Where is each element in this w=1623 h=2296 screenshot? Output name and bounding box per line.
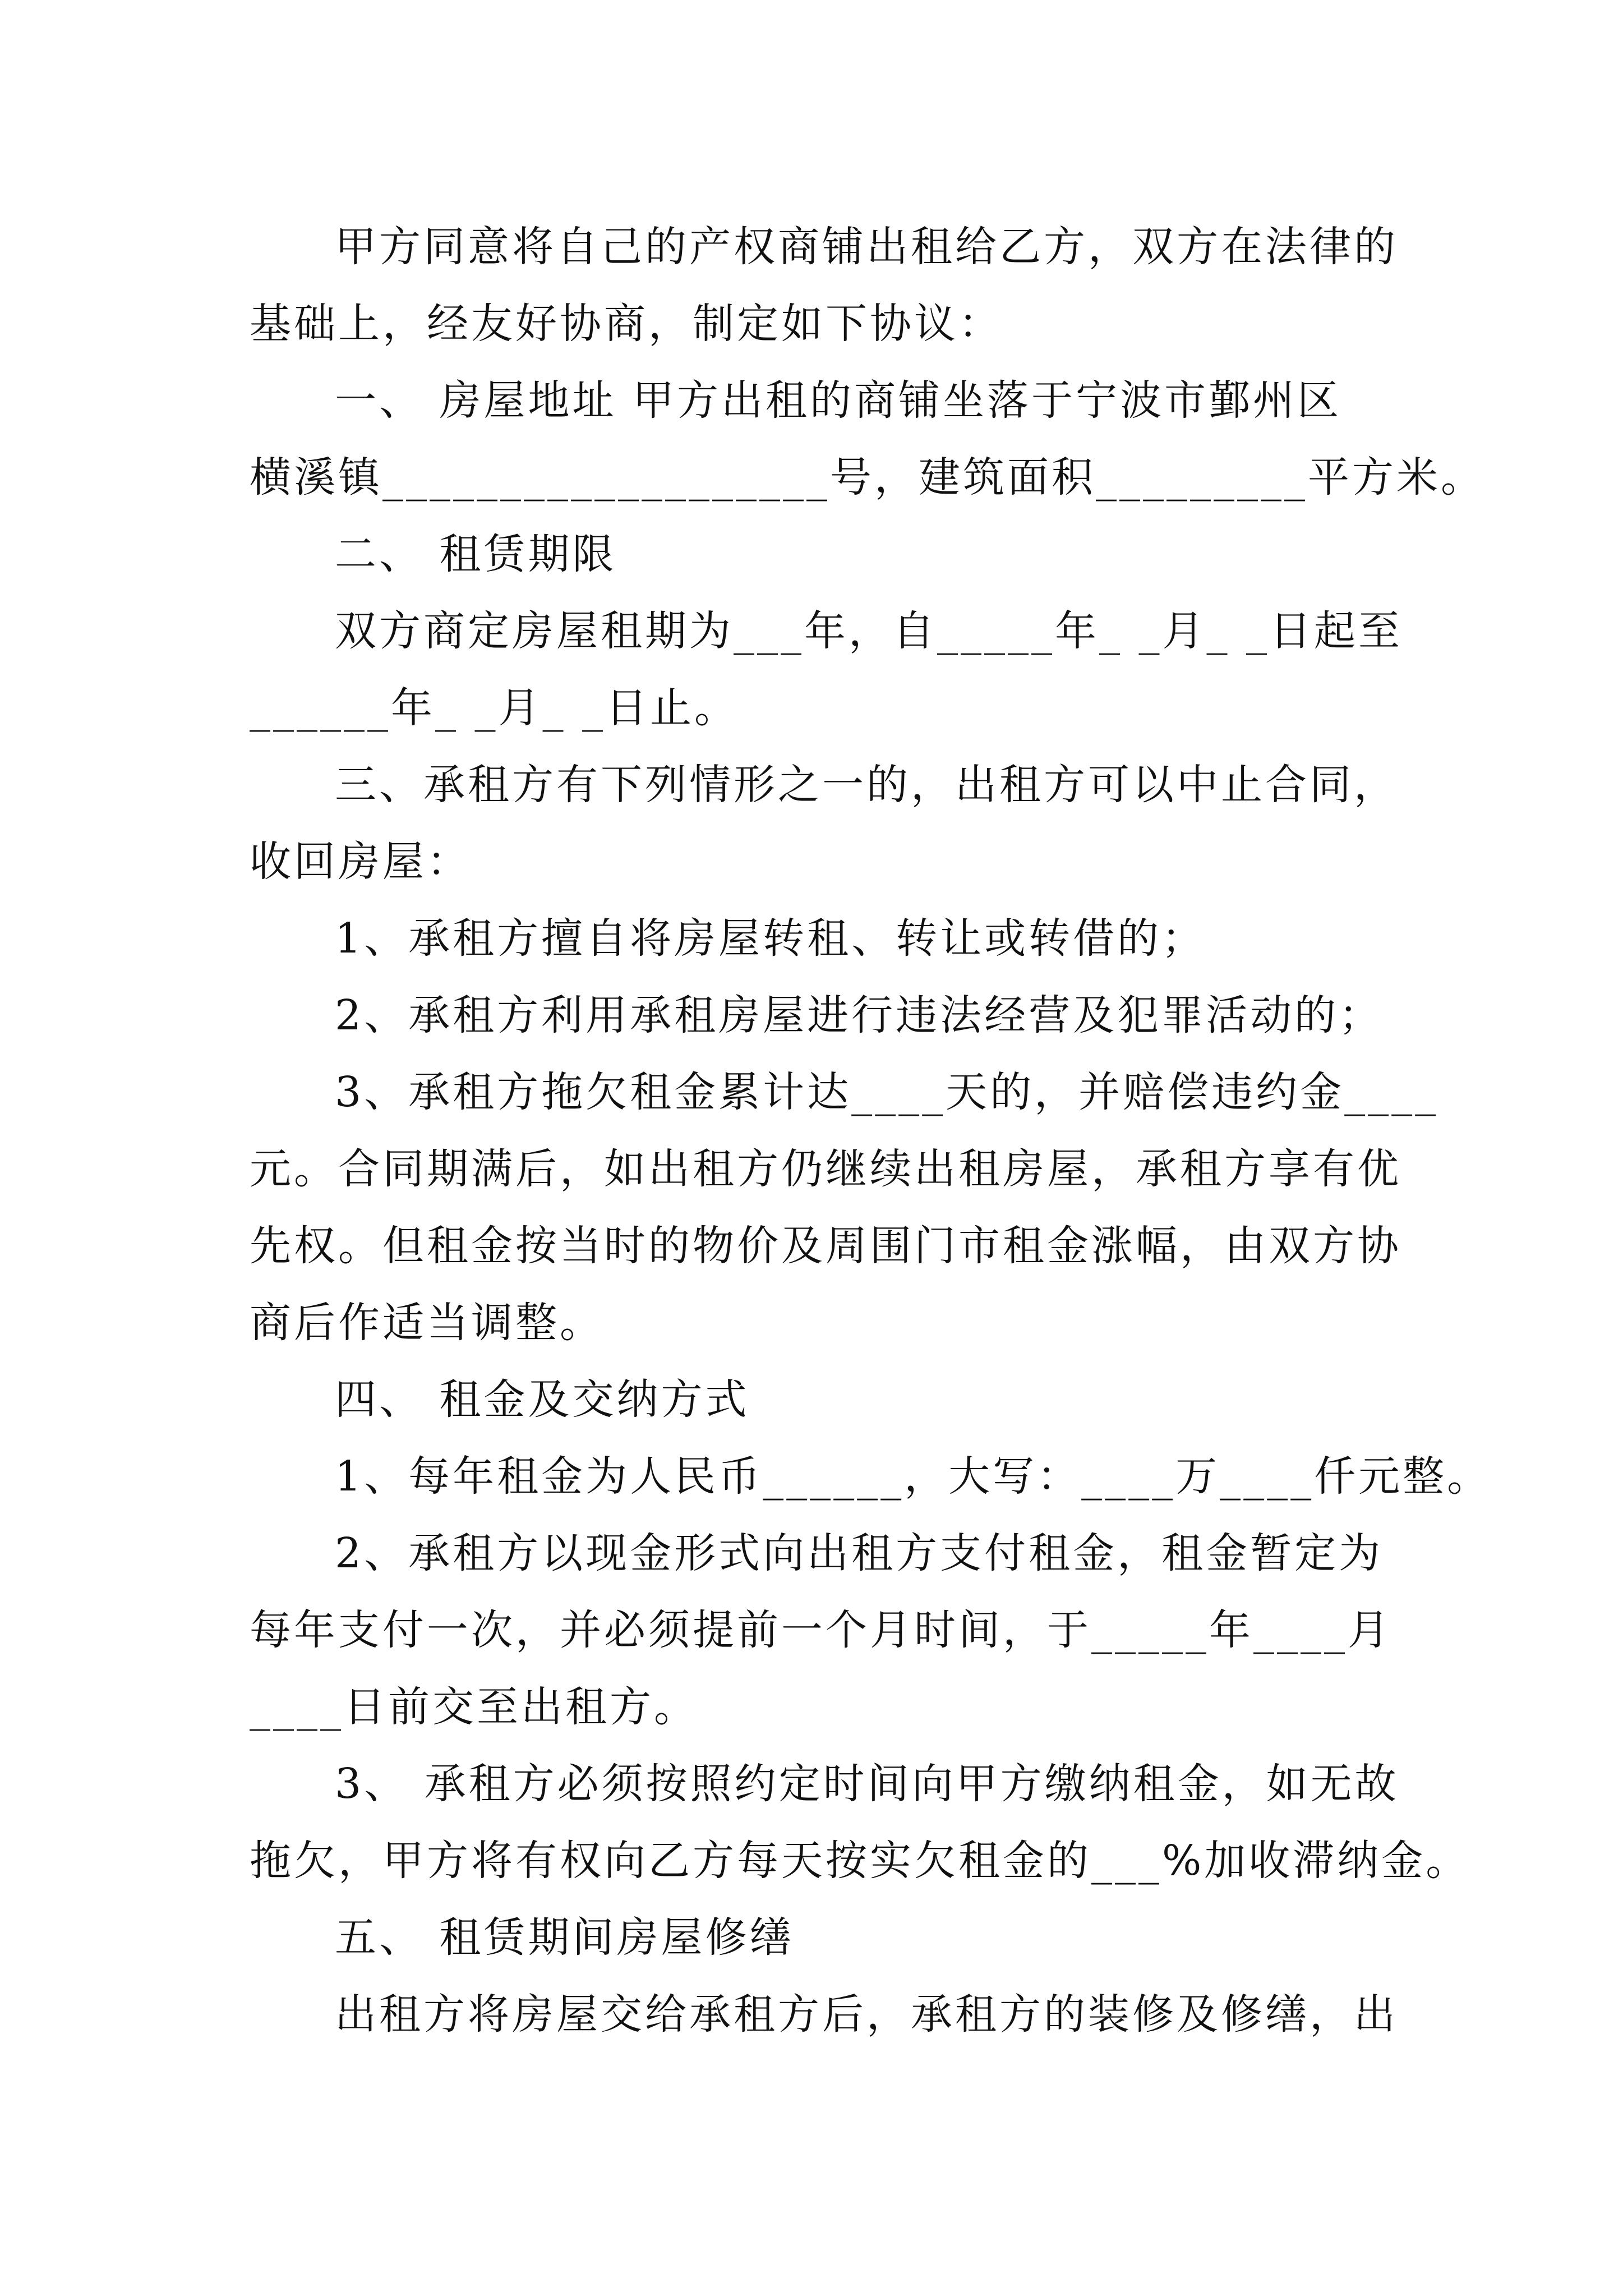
document-line: 1、承租方擅自将房屋转租、转让或转借的； <box>335 914 1206 963</box>
document-line: ____日前交至出租方。 <box>250 1683 698 1731</box>
contract-text-body <box>250 209 1492 2053</box>
document-line: 四、 租金及交纳方式 <box>335 1375 750 1424</box>
document-line: 3、承租方拖欠租金累计达____天的，并赔偿违约金____ <box>335 1068 1439 1116</box>
document-line: 三、承租方有下列情形之一的，出租方可以中止合同， <box>335 761 1398 809</box>
document-line: 出租方将房屋交给承租方后，承租方的装修及修缮，出 <box>335 1990 1398 2039</box>
document-line: 拖欠，甲方将有权向乙方每天按实欠租金的___%加收滞纳金。 <box>250 1837 1470 1885</box>
document-line: 横溪镇___________________号，建筑面积_________平方米。 <box>250 453 1485 501</box>
document-line: 双方商定房屋租期为___年，自_____年_ _月_ _日起至 <box>335 607 1403 655</box>
document-line: 2、承租方利用承租房屋进行违法经营及犯罪活动的； <box>335 991 1384 1039</box>
document-line: 五、 租赁期间房屋修缮 <box>335 1913 794 1962</box>
document-line: ______年_ _月_ _日止。 <box>250 684 739 732</box>
document-line: 先权。但租金按当时的物价及周围门市租金涨幅，由双方协 <box>250 1222 1401 1270</box>
document-line: 商后作适当调整。 <box>250 1299 604 1347</box>
document-line: 1、每年租金为人民币______，大写：____万____仟元整。 <box>335 1452 1492 1501</box>
document-line: 元。合同期满后，如出租方仍继续出租房屋，承租方享有优 <box>250 1145 1401 1193</box>
document-line: 2、承租方以现金形式向出租方支付租金，租金暂定为 <box>335 1529 1384 1577</box>
document-line: 每年支付一次，并必须提前一个月时间，于_____年____月 <box>250 1606 1392 1654</box>
document-line: 基础上，经友好协商，制定如下协议： <box>250 300 1003 348</box>
document-line: 甲方同意将自己的产权商铺出租给乙方，双方在法律的 <box>335 223 1398 271</box>
document-line: 3、 承租方必须按照约定时间向甲方缴纳租金，如无故 <box>335 1760 1399 1808</box>
document-line: 一、 房屋地址 甲方出租的商铺坐落于宁波市鄞州区 <box>335 376 1342 425</box>
document-line: 收回房屋： <box>250 838 471 886</box>
document-line: 二、 租赁期限 <box>335 530 617 578</box>
